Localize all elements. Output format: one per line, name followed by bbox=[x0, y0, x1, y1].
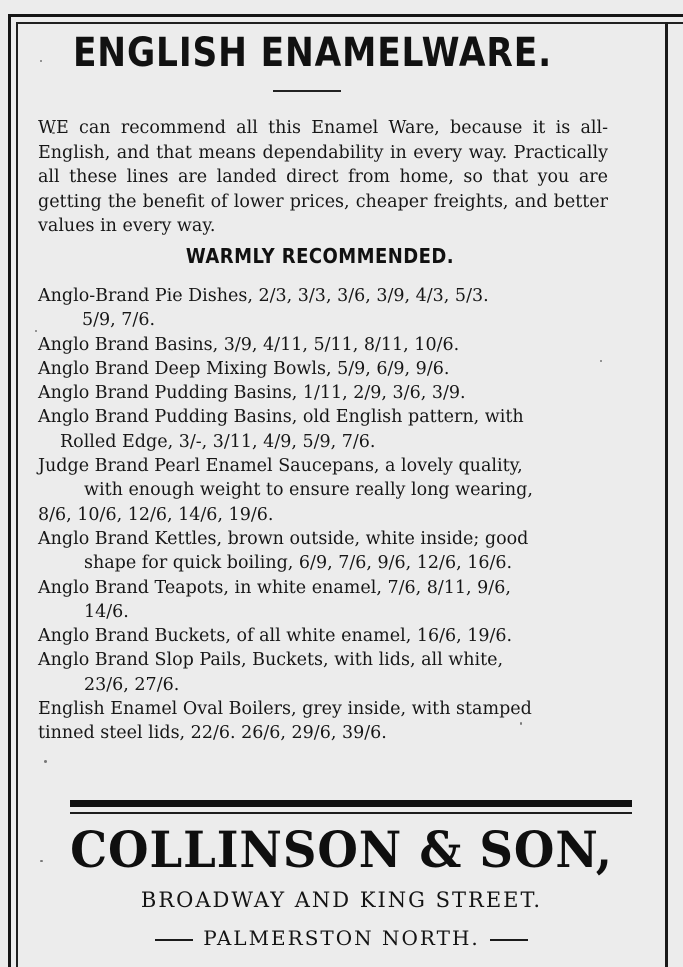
section-subheading: WARMLY RECOMMENDED. bbox=[185, 244, 455, 268]
list-item-line: Anglo Brand Buckets, of all white enamel, 16/6, 19/6. bbox=[38, 626, 513, 647]
footer-rule-thin bbox=[70, 812, 632, 814]
list-item-line: 14/6. bbox=[84, 601, 129, 622]
list-item bbox=[38, 576, 610, 625]
list-item-line: 23/6, 27/6. bbox=[84, 674, 180, 695]
headline-divider bbox=[273, 90, 341, 92]
footer-rule-thick bbox=[70, 800, 632, 807]
list-item bbox=[38, 405, 610, 454]
list-item-line: 8/6, 10/6, 12/6, 14/6, 19/6. bbox=[38, 504, 274, 525]
intro-paragraph: WE can recommend all this Enamel Ware, because it is all-English, and that means dependability in every way. Practically all these lines are landed direct from home, so that you are getting the benefit of lower prices, cheaper freights, and better values in every way. bbox=[38, 118, 608, 236]
list-item-line: 5/9, 7/6. bbox=[82, 310, 156, 331]
list-item-line: Anglo Brand Pudding Basins, 1/11, 2/9, 3/6, 3/9. bbox=[38, 383, 466, 404]
frame-rule-left-inner bbox=[16, 22, 18, 967]
list-item-line: Anglo Brand Deep Mixing Bowls, 5/9, 6/9, 9/6. bbox=[38, 358, 450, 379]
frame-rule-top-inner bbox=[16, 22, 683, 24]
frame-rule-right bbox=[665, 22, 668, 967]
print-speck bbox=[44, 760, 47, 763]
list-item-line: Anglo Brand Kettles, brown outside, white inside; good bbox=[38, 528, 529, 549]
list-item bbox=[38, 527, 610, 576]
list-item bbox=[38, 333, 610, 357]
company-name: COLLINSON & SON, bbox=[70, 820, 613, 879]
dash-right bbox=[490, 939, 528, 941]
list-item-line: Judge Brand Pearl Enamel Saucepans, a lovely quality, bbox=[38, 456, 523, 477]
list-item-line: Rolled Edge, 3/-, 3/11, 4/9, 5/9, 7/6. bbox=[60, 431, 376, 452]
list-item bbox=[38, 284, 610, 333]
town-label: PALMERSTON NORTH. bbox=[203, 926, 480, 950]
list-item-line: Anglo Brand Teapots, in white enamel, 7/6, 8/11, 9/6, bbox=[38, 577, 511, 598]
frame-rule-left-outer bbox=[8, 14, 11, 967]
dash-left bbox=[155, 939, 193, 941]
print-speck bbox=[35, 330, 37, 332]
list-item bbox=[38, 454, 610, 527]
list-item bbox=[38, 624, 610, 648]
list-item-line: Anglo Brand Basins, 3/9, 4/11, 5/11, 8/11, 10/6. bbox=[38, 334, 460, 355]
list-item-line: English Enamel Oval Boilers, grey inside, with stamped bbox=[38, 699, 532, 720]
company-town bbox=[0, 926, 683, 950]
list-item-line: tinned steel lids, 22/6. 26/6, 29/6, 39/6. bbox=[38, 723, 387, 744]
list-item bbox=[38, 697, 610, 746]
list-item-line: Anglo Brand Pudding Basins, old English pattern, with bbox=[38, 407, 524, 428]
list-item-line: shape for quick boiling, 6/9, 7/6, 9/6, 12/6, 16/6. bbox=[84, 553, 513, 574]
list-item bbox=[38, 381, 610, 405]
print-speck bbox=[40, 60, 42, 62]
list-item-line: Anglo Brand Slop Pails, Buckets, with lids, all white, bbox=[38, 650, 504, 671]
headline: ENGLISH ENAMELWARE. bbox=[72, 30, 553, 76]
list-item-line: Anglo-Brand Pie Dishes, 2/3, 3/3, 3/6, 3/9, 4/3, 5/3. bbox=[38, 286, 489, 306]
frame-rule-top-outer bbox=[8, 14, 683, 17]
list-item bbox=[38, 357, 610, 381]
price-list bbox=[38, 284, 610, 746]
list-item bbox=[38, 648, 610, 697]
list-item-line: with enough weight to ensure really long wearing, bbox=[84, 480, 533, 501]
company-address: BROADWAY AND KING STREET. bbox=[140, 888, 543, 912]
